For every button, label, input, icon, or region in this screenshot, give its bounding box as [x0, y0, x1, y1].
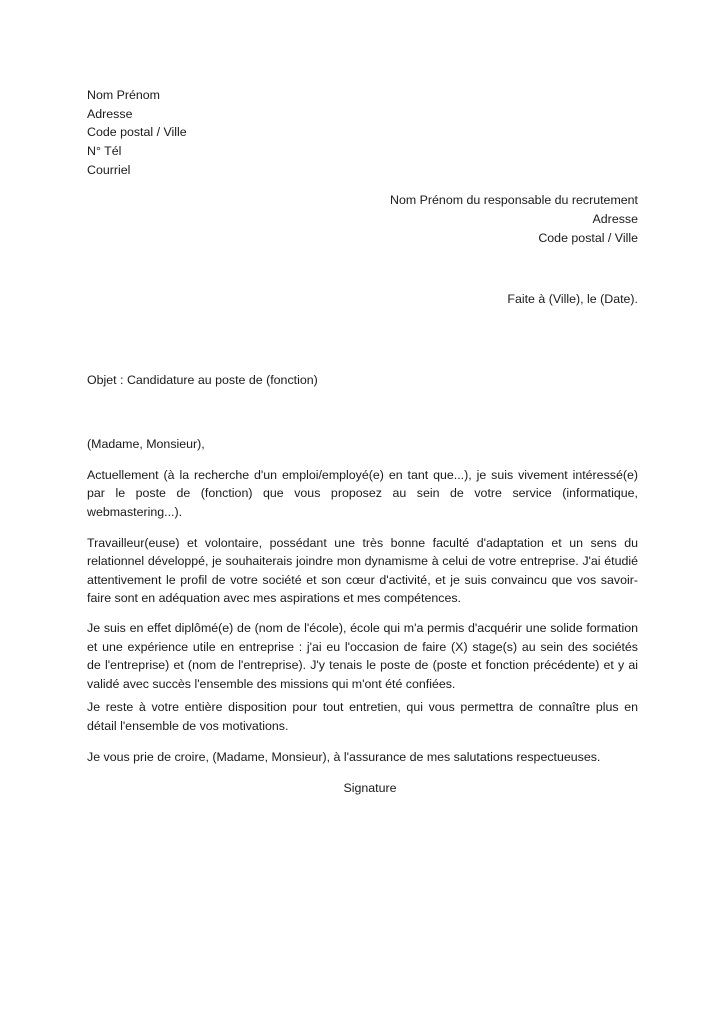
- paragraph-line: webmastering...).: [87, 505, 183, 519]
- sender-phone: N° Tél: [87, 144, 122, 158]
- paragraph-line: attentivement le profil de votre société et son cœur d'activité, et je suis convaincu que vos savoir-: [87, 573, 638, 587]
- paragraph-line: Je suis en effet diplômé(e) de (nom de l'école), école qui m'a permis d'acquérir une solide formation: [87, 621, 638, 635]
- recipient-address: Adresse: [592, 212, 638, 226]
- paragraph-line: de l'entreprise) et (nom de l'entreprise). J'y tenais le poste de (poste et fonction précédente) et y ai: [87, 658, 638, 672]
- paragraph-line: Actuellement (à la recherche d'un emploi/employé(e) en tant que...), je suis vivement intéressé(e): [87, 468, 638, 482]
- recipient-postal-city: Code postal / Ville: [538, 231, 638, 245]
- sender-name: Nom Prénom: [87, 88, 160, 102]
- paragraph-line: détail l'ensemble de vos motivations.: [87, 719, 289, 733]
- paragraph-line: Je vous prie de croire, (Madame, Monsieur), à l'assurance de mes salutations respectueuses.: [87, 750, 601, 764]
- paragraph-line: validé avec succès l'ensemble des missions qui m'ont été confiées.: [87, 677, 456, 691]
- sender-postal-city: Code postal / Ville: [87, 125, 187, 139]
- subject-line: Objet : Candidature au poste de (fonction): [87, 373, 318, 387]
- sender-address: Adresse: [87, 107, 133, 121]
- paragraph-line: et une expérience utile en entreprise : j'ai eu l'occasion de faire (X) stage(s) au sein des sociétés: [87, 640, 638, 654]
- sender-email: Courriel: [87, 163, 131, 177]
- paragraph-line: Travailleur(euse) et volontaire, possédant une très bonne faculté d'adaptation et un sens du: [87, 536, 638, 550]
- paragraph-line: relationnel développé, je souhaiterais joindre mon dynamisme à celui de votre entreprise. J'ai étudié: [87, 554, 638, 568]
- paragraph-line: Je reste à votre entière disposition pour tout entretien, qui vous permettra de connaître plus en: [87, 700, 638, 714]
- paragraph-line: faire sont en adéquation avec mes aspirations et mes compétences.: [87, 591, 461, 605]
- salutation: (Madame, Monsieur),: [87, 437, 205, 451]
- signature: Signature: [343, 781, 397, 795]
- place-date: Faite à (Ville), le (Date).: [507, 292, 638, 306]
- paragraph-line: par le poste de (fonction) que vous proposez au sein de votre service (informatique,: [87, 486, 638, 500]
- recipient-name: Nom Prénom du responsable du recrutement: [390, 193, 638, 207]
